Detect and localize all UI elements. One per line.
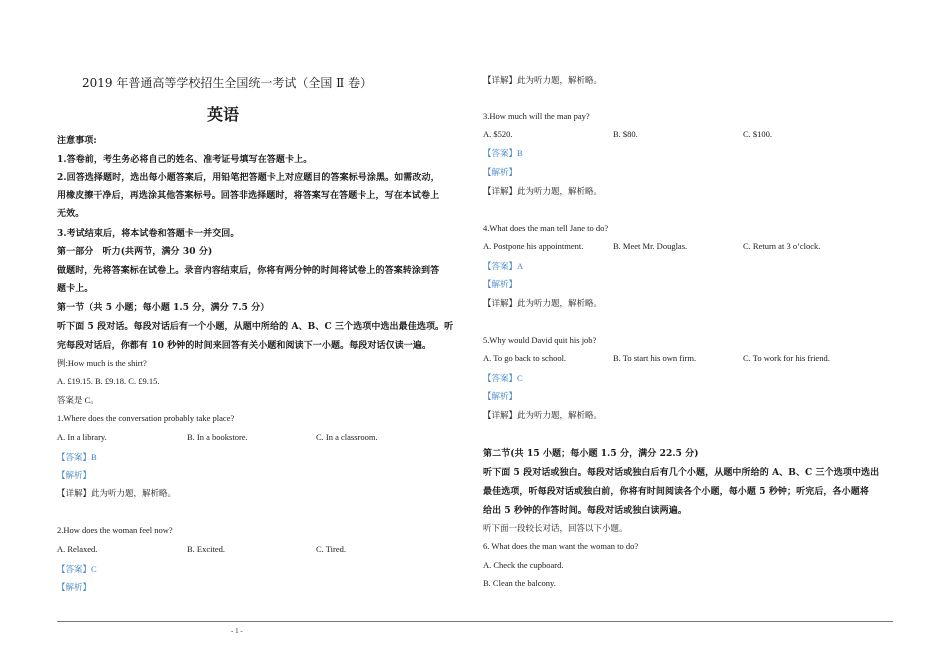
- q2-detail: 【详解】此为听力题，解析略。: [483, 75, 603, 85]
- section1-heading: 第一节（共 5 小题；每小题 1.5 分，满分 7.5 分）: [57, 303, 270, 313]
- q3-option-b: B. $80.: [613, 129, 638, 139]
- question-2: 2.How does the woman feel now?: [57, 525, 173, 535]
- page-number: - 1 -: [231, 627, 243, 635]
- q4-analysis-label: 【解析】: [483, 279, 518, 289]
- note-item-1: 1.答卷前，考生务必将自己的姓名、准考证号填写在答题卡上。: [57, 155, 313, 165]
- q2-answer: 【答案】C: [57, 564, 97, 574]
- question-1: 1.Where does the conversation probably take place?: [57, 413, 235, 423]
- q2-option-c: C. Tired.: [316, 544, 346, 554]
- q6-option-b: B. Clean the balcony.: [483, 578, 556, 588]
- q5-option-b: B. To start his own firm.: [613, 353, 697, 363]
- q1-detail: 【详解】此为听力题，解析略。: [57, 488, 177, 498]
- q1-analysis-label: 【解析】: [57, 470, 92, 480]
- q3-option-c: C. $100.: [743, 129, 773, 139]
- q4-answer: 【答案】A: [483, 261, 524, 271]
- section1-instr-line1: 听下面 5 段对话。每段对话后有一个小题，从题中所给的 A、B、C 三个选项中选出最佳选项。听: [57, 322, 454, 332]
- q1-option-b: B. In a bookstore.: [187, 432, 248, 442]
- section2-heading: 第二节(共 15 小题；每小题 1.5 分，满分 22.5 分): [483, 449, 699, 459]
- example-answer: 答案是 C。: [57, 395, 99, 405]
- q4-option-a: A. Postpone his appointment.: [483, 241, 584, 251]
- part1-instr-line2: 题卡上。: [57, 284, 94, 294]
- section2-lead: 听下面一段较长对话，回答以下小题。: [483, 523, 628, 533]
- q3-analysis-label: 【解析】: [483, 167, 518, 177]
- part1-instr-line1: 做题时，先将答案标在试卷上。录音内容结束后，你将有两分钟的时间将试卷上的答案转涂到答: [57, 266, 440, 276]
- q5-analysis-label: 【解析】: [483, 391, 518, 401]
- note-item-2-line1: 2.回答选择题时，选出每小题答案后，用铅笔把答题卡上对应题目的答案标号涂黑。如需改动，: [57, 173, 440, 183]
- question-5: 5.Why would David quit his job?: [483, 335, 597, 345]
- q4-option-c: C. Return at 3 o’clock.: [743, 241, 821, 251]
- question-4: 4.What does the man tell Jane to do?: [483, 223, 609, 233]
- q3-answer: 【答案】B: [483, 148, 523, 158]
- q2-analysis-label: 【解析】: [57, 582, 92, 592]
- example-question: 例:How much is the shirt?: [57, 358, 147, 368]
- q6-option-a: A. Check the cupboard.: [483, 560, 564, 570]
- q5-answer: 【答案】C: [483, 373, 523, 383]
- subject-title: 英语: [207, 105, 240, 124]
- q4-detail: 【详解】此为听力题，解析略。: [483, 298, 603, 308]
- q1-option-a: A. In a library.: [57, 432, 107, 442]
- note-item-2-line2: 用橡皮擦干净后，再选涂其他答案标号。回答非选择题时，将答案写在答题卡上，写在本试卷上: [57, 191, 440, 201]
- section1-instr-line2: 完每段对话后，你都有 10 秒钟的时间来回答有关小题和阅读下一小题。每段对话仅读一遍。: [57, 341, 432, 351]
- q5-option-c: C. To work for his friend.: [743, 353, 830, 363]
- q5-detail: 【详解】此为听力题，解析略。: [483, 410, 603, 420]
- notes-heading: 注意事项:: [57, 136, 97, 146]
- question-3: 3.How much will the man pay?: [483, 111, 590, 121]
- q5-option-a: A. To go back to school.: [483, 353, 567, 363]
- section2-instr-line1: 听下面 5 段对话或独白。每段对话或独白后有几个小题，从题中所给的 A、B、C 三个选项中选出: [483, 468, 880, 478]
- note-item-2-line3: 无效。: [57, 209, 85, 219]
- question-6: 6. What does the man want the woman to do?: [483, 541, 639, 551]
- q2-option-a: A. Relaxed.: [57, 544, 98, 554]
- q3-option-a: A. $520.: [483, 129, 513, 139]
- example-options: A. £19.15. B. £9.18. C. £9.15.: [57, 376, 160, 386]
- section2-instr-line2: 最佳选项，听每段对话或独白前，你将有时间阅读各个小题，每小题 5 秒钟；听完后，各小题将: [483, 487, 869, 497]
- section2-instr-line3: 给出 5 秒钟的作答时间。每段对话或独白读两遍。: [483, 506, 687, 516]
- q1-answer: 【答案】B: [57, 452, 97, 462]
- exam-title: 2019 年普通高等学校招生全国统一考试（全国 Ⅱ 卷）: [82, 76, 373, 90]
- q2-option-b: B. Excited.: [187, 544, 226, 554]
- q1-option-c: C. In a classroom.: [316, 432, 378, 442]
- part1-heading: 第一部分 听力(共两节，满分 30 分): [57, 247, 213, 257]
- note-item-3: 3.考试结束后，将本试卷和答题卡一并交回。: [57, 229, 240, 239]
- q3-detail: 【详解】此为听力题，解析略。: [483, 186, 603, 196]
- q4-option-b: B. Meet Mr. Douglas.: [613, 241, 688, 251]
- footer-rule: [57, 621, 893, 622]
